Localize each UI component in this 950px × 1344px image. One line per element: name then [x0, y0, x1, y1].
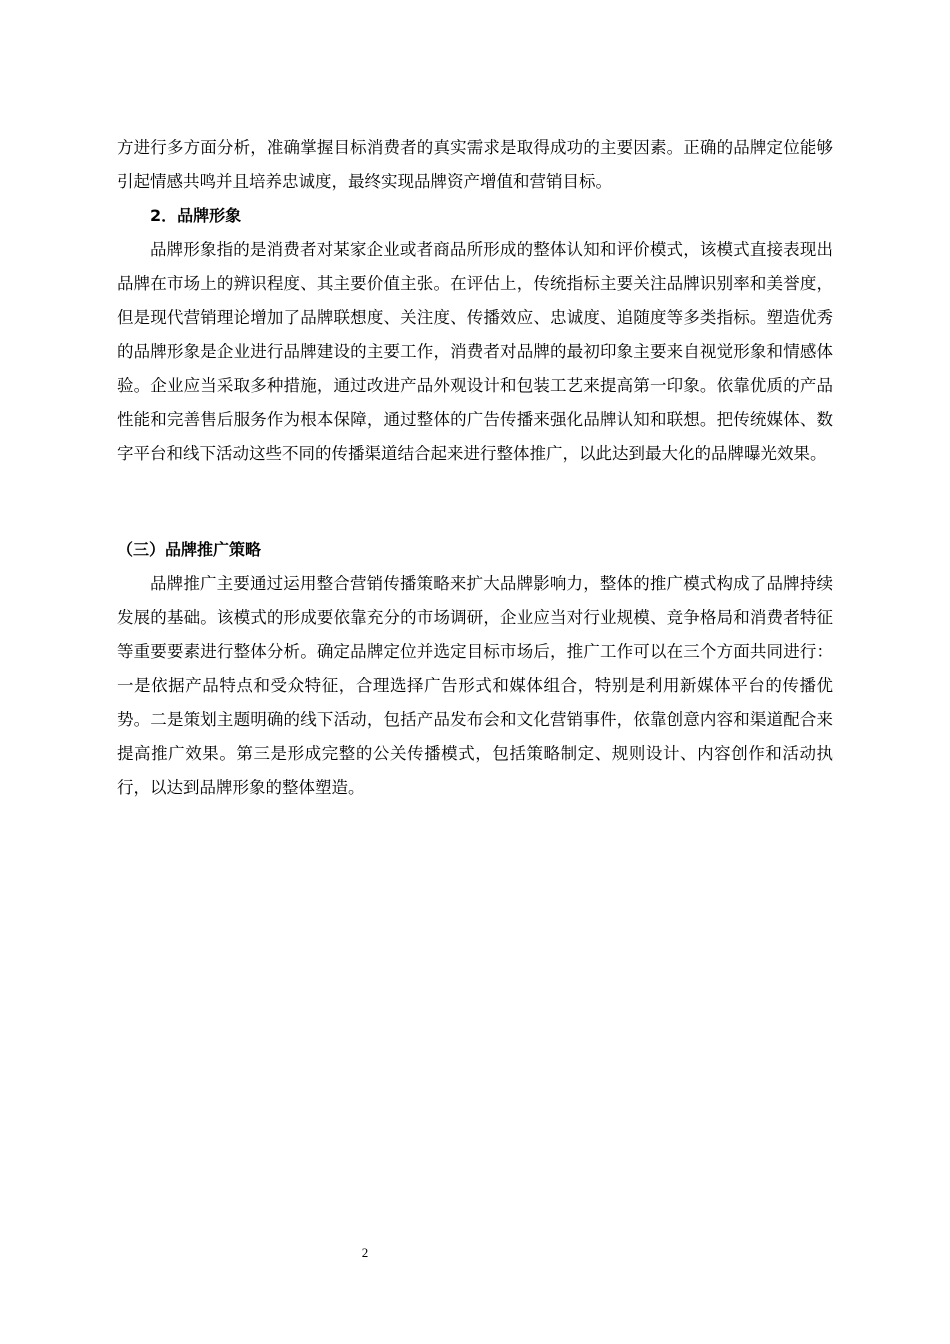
promotion-paragraph-block [117, 567, 833, 805]
intro-paragraph-block [117, 131, 833, 199]
page-number: 2 [361, 1245, 369, 1260]
intro-paragraph: 方进行多方面分析，准确掌握目标消费者的真实需求是取得成功的主要因素。正确的品牌定位能够引起情感共鸣并且培养忠诚度，最终实现品牌资产增值和营销目标。 [117, 138, 833, 191]
section-heading-promotion-strategy: （三）品牌推广策略 [117, 540, 262, 559]
section-heading-brand-image: 2．品牌形象 [150, 206, 242, 225]
brand-image-paragraph: 品牌形象指的是消费者对某家企业或者商品所形成的整体认知和评价模式，该模式直接表现出品牌在市场上的辨识程度、其主要价值主张。在评估上，传统指标主要关注品牌识别率和美誉度，但是现代营销理论增加了品牌联想度、关注度、传播效应、忠诚度、追随度等多类指标。塑造优秀的品牌形象是企业进行品牌建设的主要工作，消费者对品牌的最初印象主要来自视觉形象和情感体验。企业应当采取多种措施，通过改进产品外观设计和包装工艺来提高第一印象。依靠优质的产品性能和完善售后服务作为根本保障，通过整体的广告传播来强化品牌认知和联想。把传统媒体、数字平台和线下活动这些不同的传播渠道结合起来进行整体推广，以此达到最大化的品牌曝光效果。 [117, 240, 833, 463]
brand-image-paragraph-block [117, 233, 833, 471]
promotion-paragraph: 品牌推广主要通过运用整合营销传播策略来扩大品牌影响力，整体的推广模式构成了品牌持续发展的基础。该模式的形成要依靠充分的市场调研，企业应当对行业规模、竞争格局和消费者特征等重要要素进行整体分析。确定品牌定位并选定目标市场后，推广工作可以在三个方面共同进行：一是依据产品特点和受众特征，合理选择广告形式和媒体组合，特别是利用新媒体平台的传播优势。二是策划主题明确的线下活动，包括产品发布会和文化营销事件，依靠创意内容和渠道配合来提高推广效果。第三是形成完整的公关传播模式，包括策略制定、规则设计、内容创作和活动执行，以达到品牌形象的整体塑造。 [117, 574, 833, 797]
